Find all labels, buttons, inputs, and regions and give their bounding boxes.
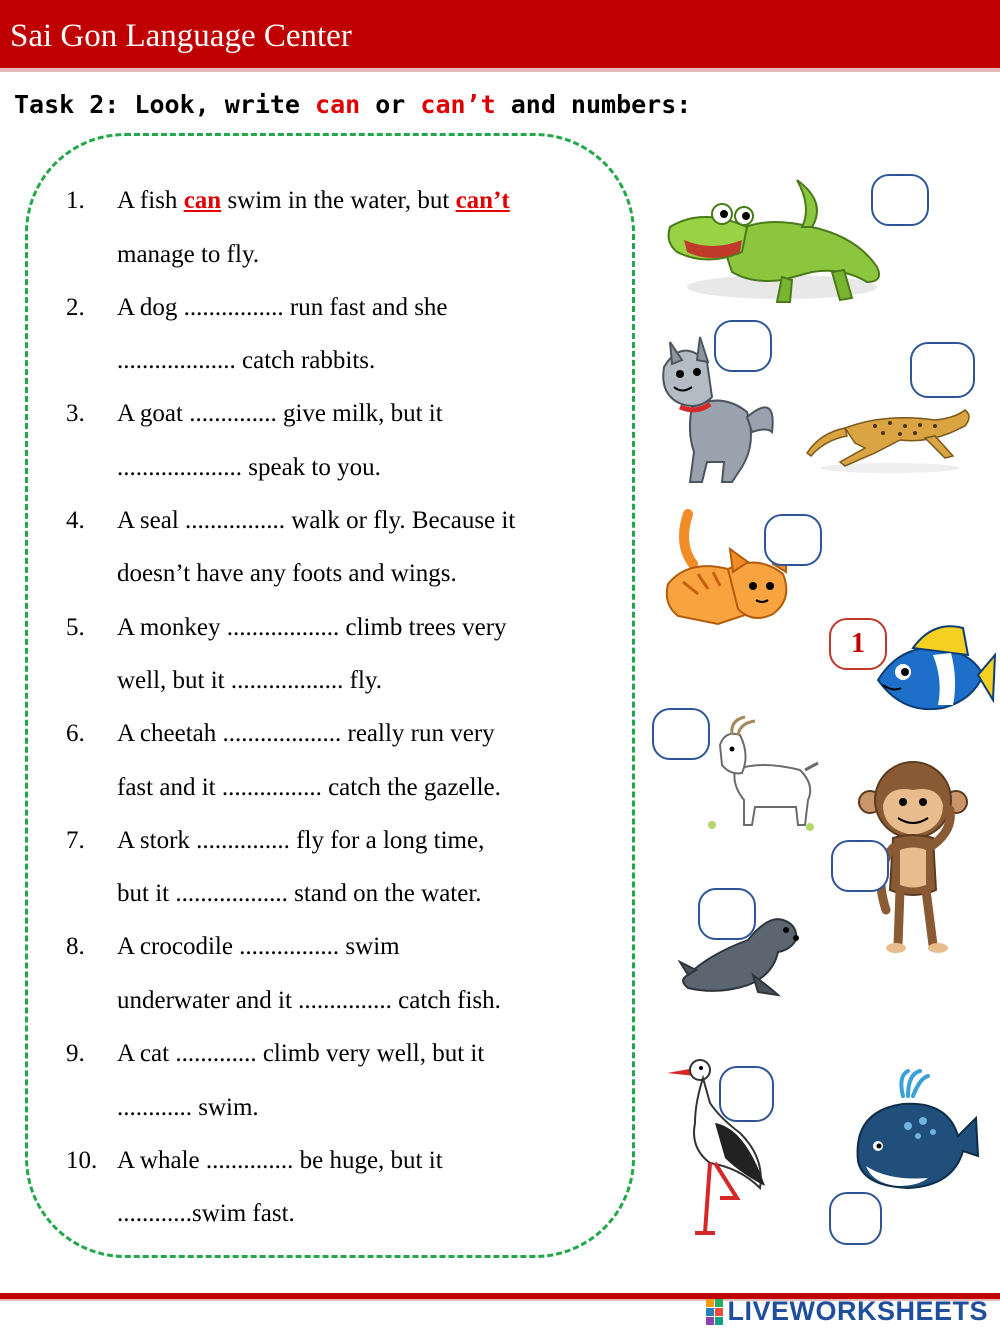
- item-number: 5.: [66, 614, 85, 641]
- item-number: 10.: [66, 1147, 98, 1174]
- goat-picture: [700, 715, 825, 833]
- answer-box-monkey[interactable]: [831, 840, 889, 892]
- item-line-2[interactable]: underwater and it ............... catch fish.: [117, 987, 501, 1014]
- item-line-1[interactable]: A crocodile ................ swim: [117, 933, 400, 960]
- cheetah-picture: [805, 398, 975, 476]
- item-line-2: manage to fly.: [117, 241, 260, 268]
- answer-box-crocodile[interactable]: [871, 174, 929, 226]
- logo-text: LIVEWORKSHEETS: [727, 1296, 988, 1326]
- task-heading: [14, 90, 691, 119]
- answer-box-seal[interactable]: [698, 888, 756, 940]
- item-line-2[interactable]: ............swim fast.: [117, 1200, 295, 1227]
- liveworksheets-logo: [706, 1296, 988, 1327]
- item-line-2: doesn’t have any foots and wings.: [117, 560, 457, 587]
- answer-box-dog[interactable]: [714, 320, 772, 372]
- answer-cant[interactable]: can’t: [455, 187, 510, 214]
- task-suffix: and numbers:: [495, 90, 692, 119]
- item-line-2[interactable]: .................... speak to you.: [117, 454, 381, 481]
- answer-box-goat[interactable]: [652, 708, 710, 760]
- task-mid: or: [360, 90, 421, 119]
- item-line-1[interactable]: A dog ................ run fast and she: [117, 294, 448, 321]
- task-word-can: can: [315, 90, 361, 119]
- item-line-2[interactable]: ............ swim.: [117, 1094, 259, 1121]
- item-number: 2.: [66, 294, 85, 321]
- item-line-2[interactable]: well, but it .................. fly.: [117, 667, 383, 694]
- item-number: 4.: [66, 507, 85, 534]
- item-line-1[interactable]: A whale .............. be huge, but it: [117, 1147, 443, 1174]
- answer-box-fish[interactable]: 1: [829, 618, 887, 670]
- fish-picture: [873, 620, 998, 725]
- item-line-2[interactable]: but it .................. stand on the water.: [117, 880, 482, 907]
- header-title: Sai Gon Language Center: [10, 18, 352, 54]
- item-number: 9.: [66, 1040, 85, 1067]
- item-line-1[interactable]: A cheetah ................... really run very: [117, 720, 495, 747]
- answer-can[interactable]: can: [183, 187, 222, 214]
- logo-icon: [706, 1299, 723, 1325]
- answer-box-whale[interactable]: [829, 1192, 882, 1245]
- item-line-1[interactable]: A goat .............. give milk, but it: [117, 400, 443, 427]
- item-line-2[interactable]: ................... catch rabbits.: [117, 347, 376, 374]
- whale-picture: [848, 1066, 983, 1200]
- crocodile-picture: [662, 172, 887, 307]
- item-number: 6.: [66, 720, 85, 747]
- item-line-1[interactable]: A cat ............. climb very well, but it: [117, 1040, 485, 1067]
- answer-box-cheetah[interactable]: [910, 342, 975, 398]
- item-number: 1.: [66, 187, 85, 214]
- item-line-1: [117, 188, 510, 213]
- item-line-1[interactable]: A seal ................ walk or fly. Because it: [117, 507, 516, 534]
- item-number: 7.: [66, 827, 85, 854]
- item-number: 8.: [66, 933, 85, 960]
- task-prefix: Task 2: Look, write: [14, 90, 316, 119]
- header-bar: [0, 0, 1000, 72]
- item-line-1[interactable]: A monkey .................. climb trees very: [117, 614, 507, 641]
- item-number: 3.: [66, 400, 85, 427]
- item-text: A fish: [117, 187, 184, 214]
- item-text: swim in the water, but: [221, 187, 456, 214]
- item-line-2[interactable]: fast and it ................ catch the gazelle.: [117, 774, 501, 801]
- answer-box-stork[interactable]: [719, 1066, 774, 1122]
- answer-box-cat[interactable]: [764, 514, 822, 566]
- task-word-cant: can’t: [420, 90, 496, 119]
- item-line-1[interactable]: A stork ............... fly for a long time,: [117, 827, 485, 854]
